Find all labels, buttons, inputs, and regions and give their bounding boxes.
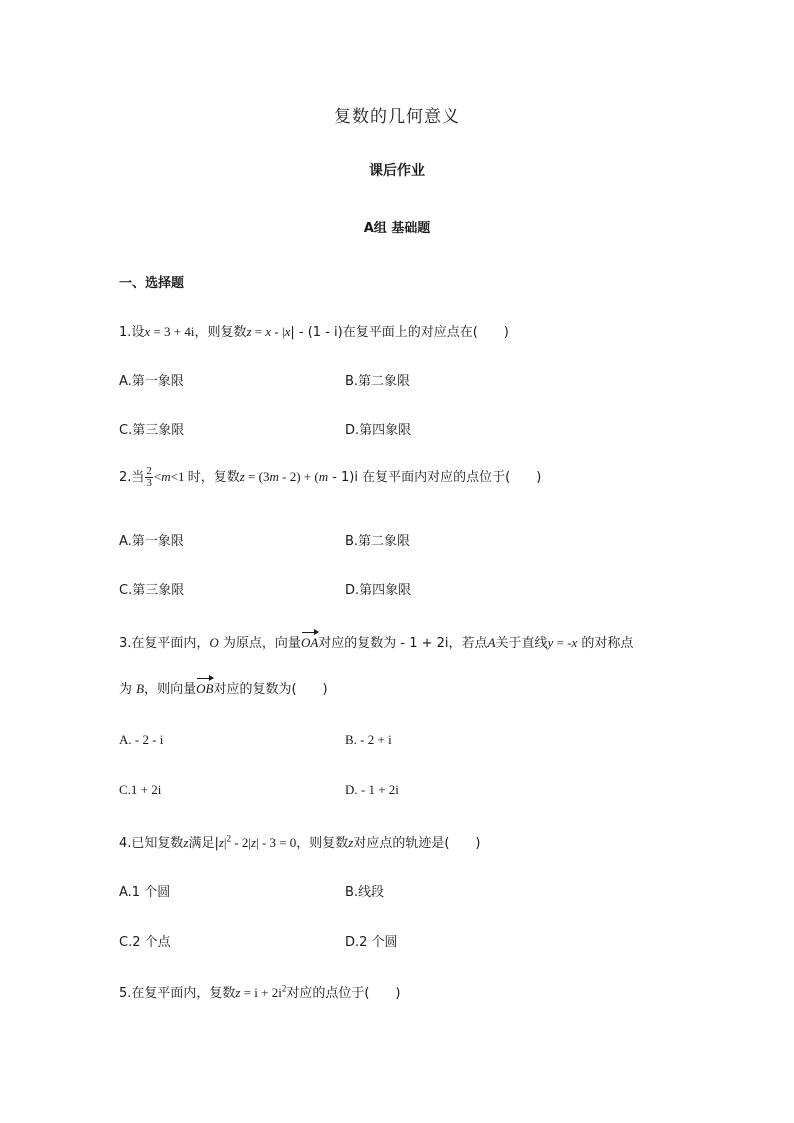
q4-option-c: C.2 个点	[119, 935, 171, 950]
q2-option-a: A.第一象限	[119, 534, 184, 549]
q2-option-d: D.第四象限	[345, 583, 412, 598]
q4-option-d: D.2 个圆	[345, 935, 398, 950]
question-5: 5.在复平面内，复数$z = i + 2i^2$对应的点位于( )	[119, 983, 401, 1001]
q3-option-c: C.1 + 2i	[119, 782, 162, 797]
q2-option-b: B.第二象限	[345, 534, 411, 549]
page-subtitle: 课后作业	[369, 163, 425, 179]
q3-option-b: B. - 2 + i	[345, 732, 392, 747]
section-heading: 一、选择题	[119, 276, 185, 291]
question-3-line-1: 3.在复平面内，O 为原点，向量OA对应的复数为 - 1 + 2i，若点A关于直线y = -x 的对称点	[119, 635, 634, 651]
q1-option-a: A.第一象限	[119, 374, 184, 389]
q3-option-d: D. - 1 + 2i	[345, 782, 399, 797]
q3-option-a: A. - 2 - i	[119, 732, 164, 747]
q1-option-c: C.第三象限	[119, 423, 185, 438]
fraction: $\frac{2}{3}$	[146, 465, 152, 489]
q1-option-b: B.第二象限	[345, 374, 411, 389]
vector-oa: OA	[300, 635, 319, 650]
question-3-line-2: 为 B，则向量OB对应的复数为( )	[119, 681, 328, 697]
group-heading: A组 基础题	[363, 221, 431, 236]
question-1: 1.设x = 3 + 4i，则复数z = x - |x| - (1 - i)在复平面上的对应点在( )	[119, 324, 509, 340]
question-4: 4.已知复数z满足$|z|^2 - 2|z| - 3 = 0$，则复数z对应点的轨迹是( )	[119, 833, 481, 851]
q4-option-a: A.1 个圆	[119, 885, 171, 900]
q1-option-d: D.第四象限	[345, 423, 412, 438]
question-2: 2.当 $\frac{2}{3}$ <m<1 时，复数z = (3m - 2) + (m - 1)i 在复平面内对应的点位于( )	[119, 465, 542, 489]
q4-option-b: B.线段	[345, 885, 385, 900]
vector-ob: OB	[196, 681, 214, 696]
page-title: 复数的几何意义	[334, 107, 460, 127]
q2-option-c: C.第三象限	[119, 583, 185, 598]
